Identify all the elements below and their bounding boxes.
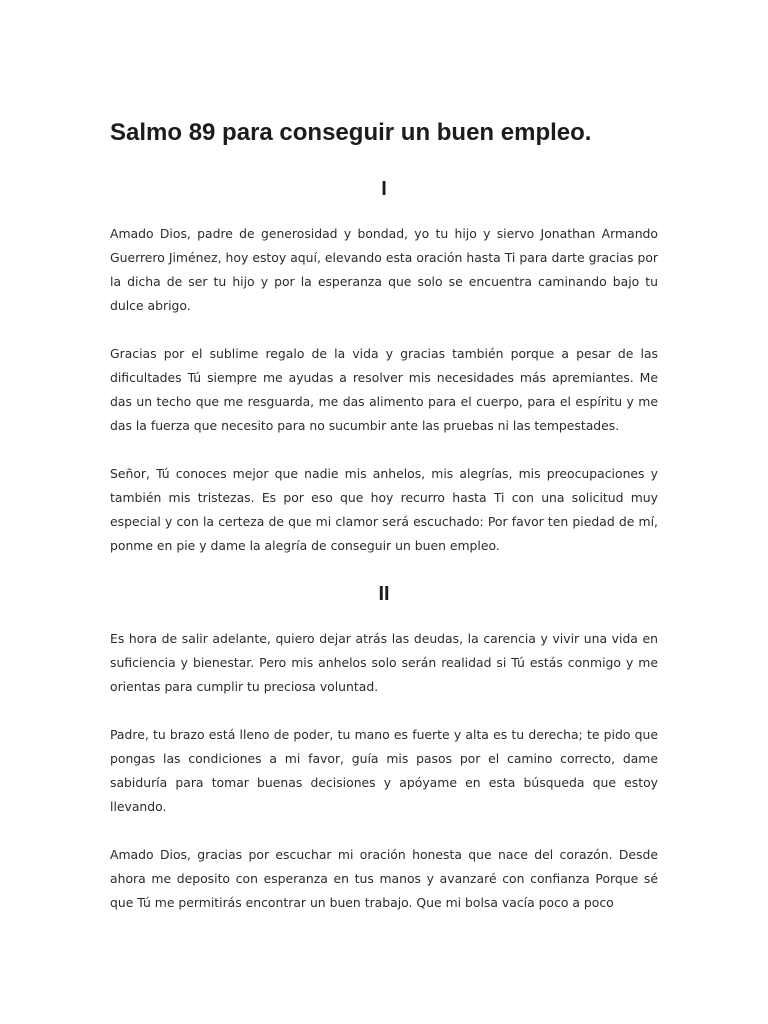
document-title: Salmo 89 para conseguir un buen empleo. xyxy=(110,119,592,146)
document-page xyxy=(110,117,658,915)
section-heading-i: I xyxy=(381,178,387,200)
paragraph: Gracias por el sublime regalo de la vida y gracias también porque a pesar de las dificultades Tú siempre me ayudas a resolver mis necesidades más apremiantes. Me das un techo que me resguarda, me das alimento para el cuerpo, para el espíritu y me das la fuerza que necesito para no sucumbir ante las pruebas ni las tempestades. xyxy=(110,346,658,433)
paragraph: Amado Dios, gracias por escuchar mi oración honesta que nace del corazón. Desde ahora me deposito con esperanza en tus manos y avanzaré con confianza Porque sé que Tú me permitirás encontrar un buen trabajo. Que mi bolsa vacía poco a poco xyxy=(110,847,658,910)
paragraph: Amado Dios, padre de generosidad y bondad, yo tu hijo y siervo Jonathan Armando Guerrero Jiménez, hoy estoy aquí, elevando esta oración hasta Ti para darte gracias por la dicha de ser tu hijo y por la esperanza que solo se encuentra caminando bajo tu dulce abrigo. xyxy=(110,226,658,313)
section-heading-ii: II xyxy=(378,583,390,605)
paragraph: Padre, tu brazo está lleno de poder, tu mano es fuerte y alta es tu derecha; te pido que pongas las condiciones a mi favor, guía mis pasos por el camino correcto, dame sabiduría para tomar buenas decisiones y apóyame en esta búsqueda que estoy llevando. xyxy=(110,727,658,814)
paragraph: Señor, Tú conoces mejor que nadie mis anhelos, mis alegrías, mis preocupaciones y también mis tristezas. Es por eso que hoy recurro hasta Ti con una solicitud muy especial y con la certeza de que mi clamor será escuchado: Por favor ten piedad de mí, ponme en pie y dame la alegría de conseguir un buen empleo. xyxy=(110,466,658,553)
paragraph: Es hora de salir adelante, quiero dejar atrás las deudas, la carencia y vivir una vida en suficiencia y bienestar. Pero mis anhelos solo serán realidad si Tú estás conmigo y me orientas para cumplir tu preciosa voluntad. xyxy=(110,631,658,694)
